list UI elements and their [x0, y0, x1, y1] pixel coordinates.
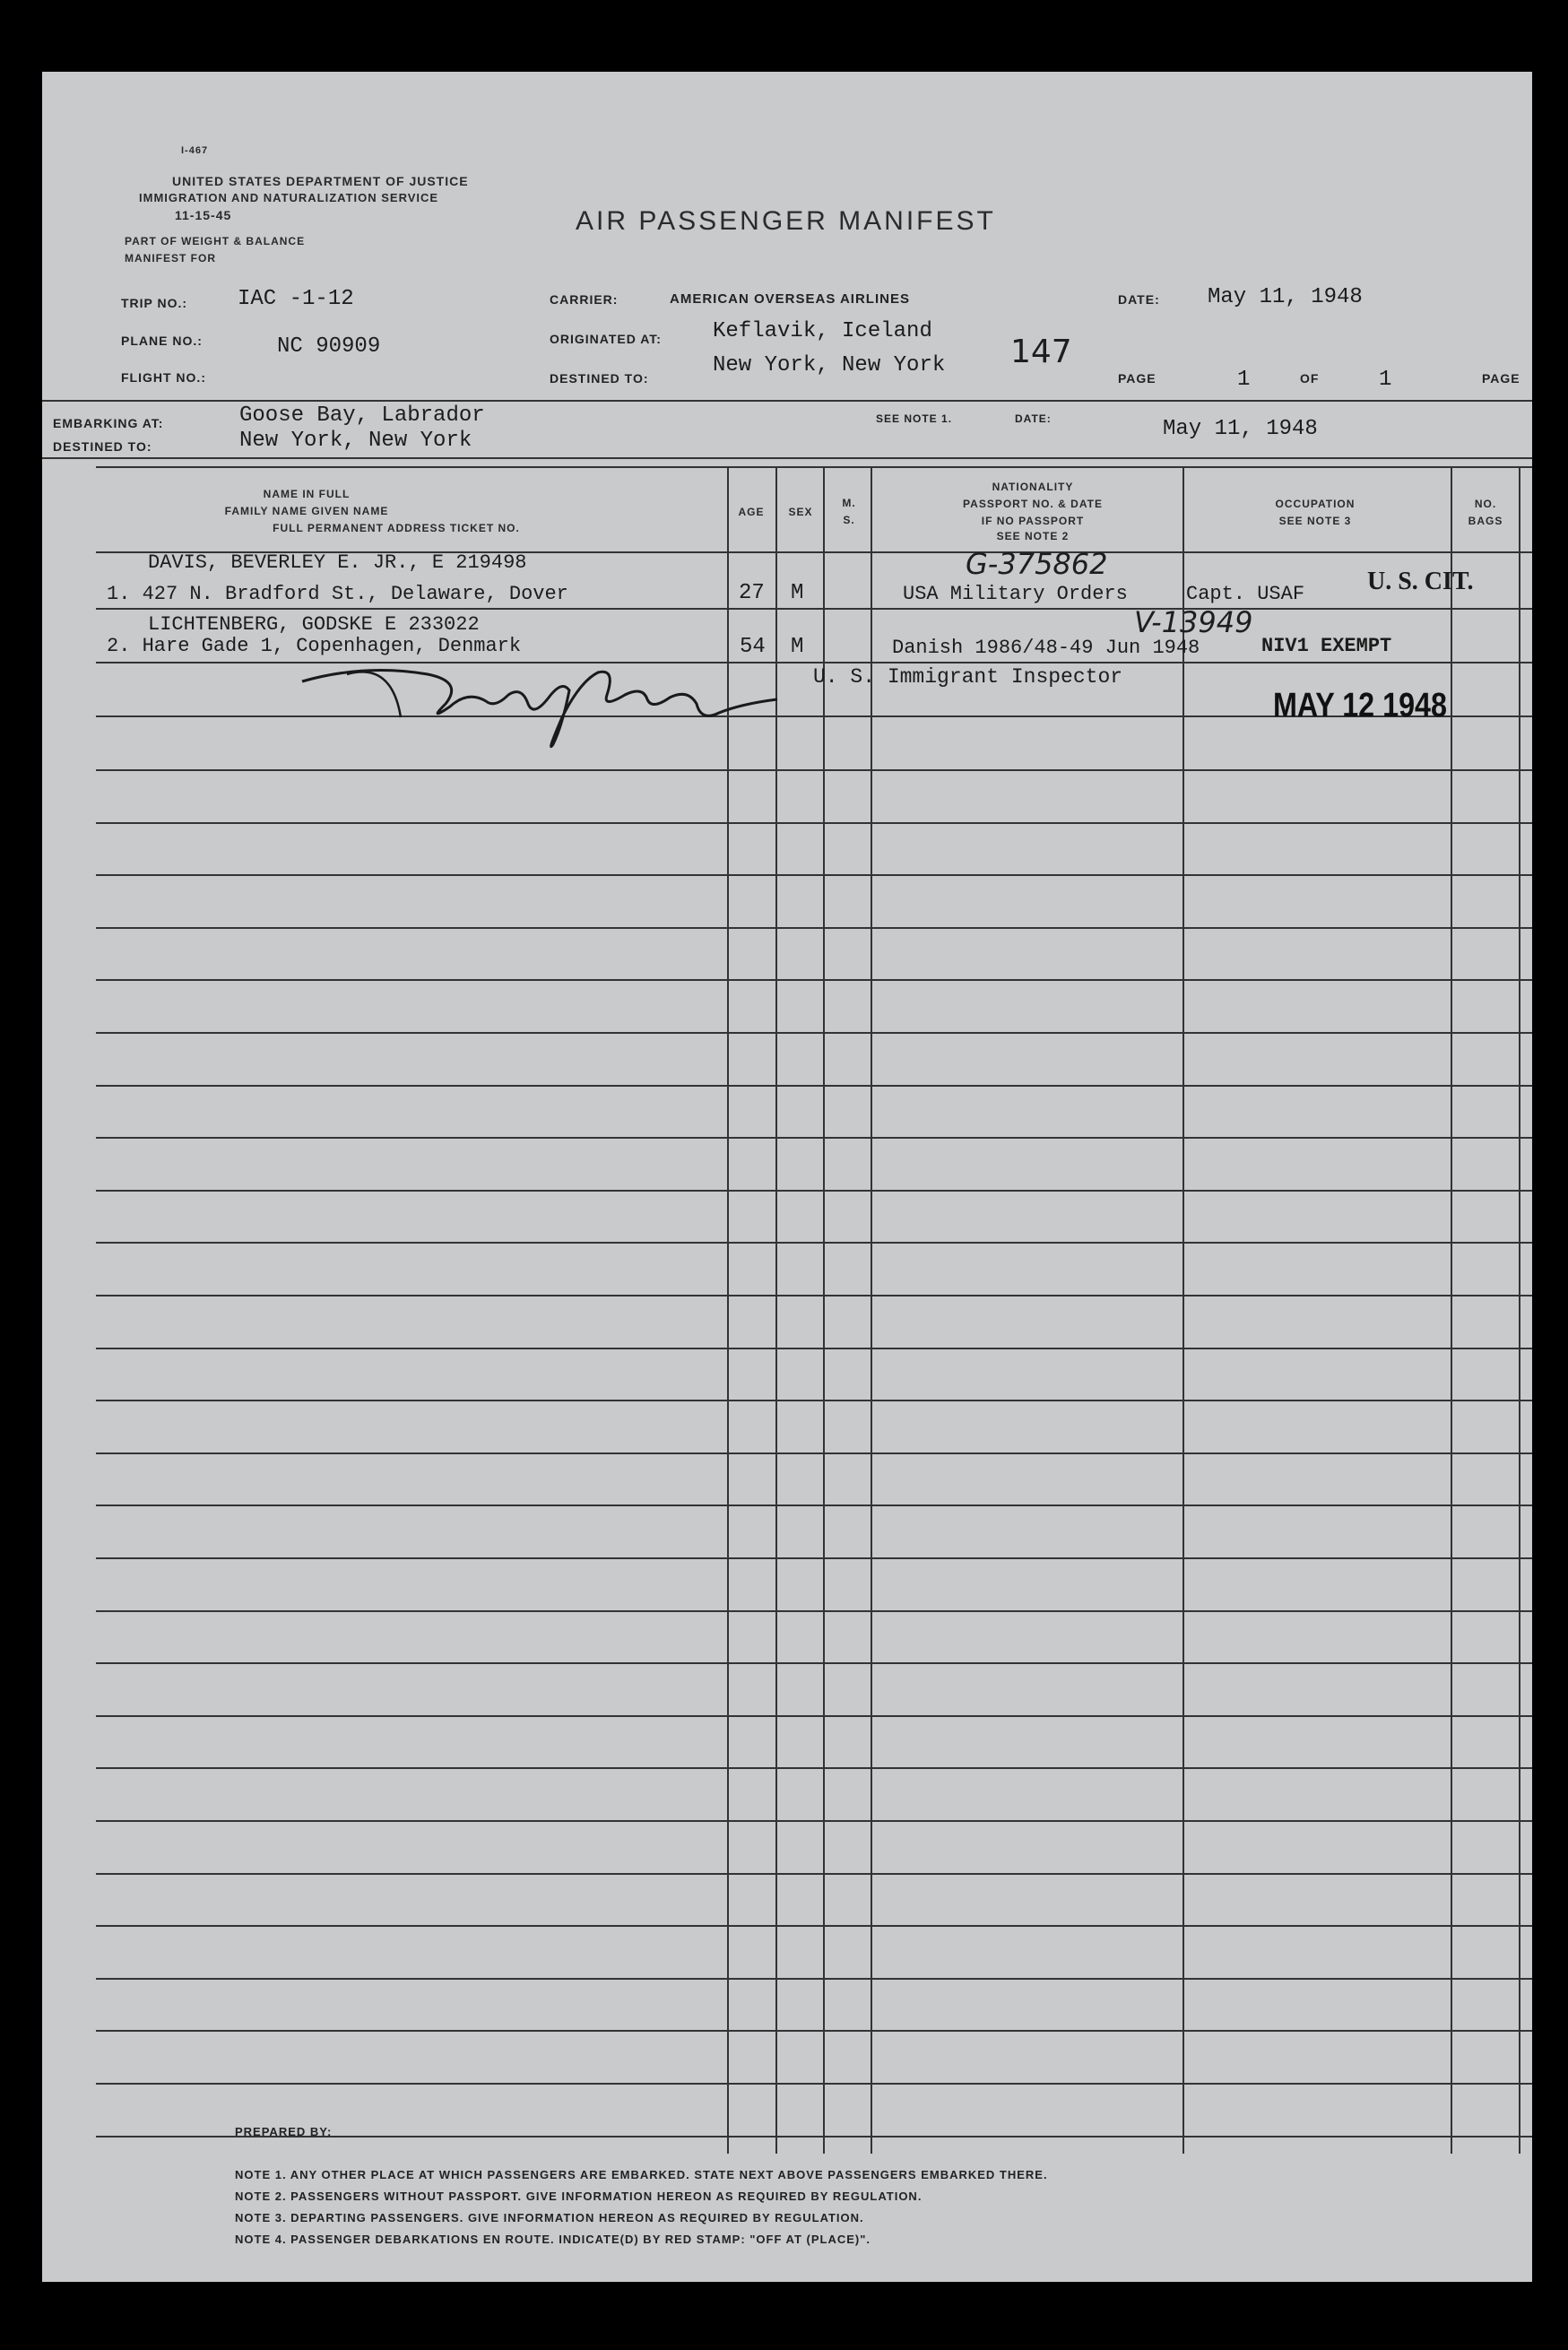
destined2-value: New York, New York — [239, 429, 472, 453]
divider — [42, 457, 1532, 459]
page-label: PAGE — [1118, 371, 1157, 386]
table-rule-line — [96, 769, 1532, 771]
table-rule-line — [96, 1557, 1532, 1559]
passenger-2-handwritten-number: V-13949 — [1134, 605, 1253, 639]
table-rule-line — [96, 1452, 1532, 1454]
table-rule-line — [96, 874, 1532, 876]
table-rule-line — [96, 1662, 1532, 1664]
weight-line-2: MANIFEST FOR — [125, 252, 216, 264]
column-divider — [1451, 466, 1452, 2154]
table-rule-line — [96, 2083, 1532, 2085]
column-header-note3: SEE NOTE 3 — [1278, 515, 1352, 527]
weight-line-1: PART OF WEIGHT & BALANCE — [125, 235, 306, 247]
footer-note-3: NOTE 3. DEPARTING PASSENGERS. GIVE INFORMATION HEREON AS REQUIRED BY REGULATION. — [235, 2211, 864, 2224]
of-label: OF — [1300, 371, 1320, 386]
table-rule-line — [96, 1242, 1532, 1244]
passenger-1-sex: M — [791, 581, 804, 605]
column-header-bags: NO. — [1474, 498, 1497, 510]
inspector-line: U. S. Immigrant Inspector — [813, 665, 1123, 689]
passenger-1-name: DAVIS, BEVERLEY E. JR., E 219498 — [148, 551, 527, 574]
date-label: DATE: — [1118, 292, 1160, 307]
column-header-sex: SEX — [788, 506, 813, 518]
carrier-value: AMERICAN OVERSEAS AIRLINES — [670, 291, 910, 307]
form-code: I-467 — [181, 145, 209, 156]
passenger-1-nationality: USA Military Orders — [903, 583, 1128, 605]
carrier-label: CARRIER: — [550, 292, 619, 307]
passenger-1-occupation: Capt. USAF — [1186, 583, 1305, 605]
divider — [42, 400, 1532, 402]
page-title: AIR PASSENGER MANIFEST — [576, 206, 996, 236]
column-header-bags-sub: BAGS — [1468, 515, 1503, 527]
column-header-nationality: NATIONALITY — [992, 481, 1074, 493]
table-rule-line — [96, 979, 1532, 981]
page-value: 1 — [1237, 368, 1251, 392]
date2-value: May 11, 1948 — [1163, 417, 1318, 441]
embarking-label: EMBARKING AT: — [53, 416, 164, 430]
passenger-2-age: 54 — [740, 635, 766, 659]
agency-line-2: IMMIGRATION AND NATURALIZATION SERVICE — [139, 191, 439, 204]
table-rule-line — [96, 608, 1532, 610]
flight-label: FLIGHT NO.: — [121, 370, 206, 385]
table-rule-line — [96, 1820, 1532, 1822]
destined2-label: DESTINED TO: — [53, 439, 152, 454]
table-rule-line — [96, 1715, 1532, 1717]
table-rule-line — [96, 1505, 1532, 1506]
column-header-address: FULL PERMANENT ADDRESS TICKET NO. — [273, 522, 520, 534]
plane-label: PLANE NO.: — [121, 334, 203, 348]
table-rule-line — [96, 1767, 1532, 1769]
footer-note-2: NOTE 2. PASSENGERS WITHOUT PASSPORT. GIVE INFORMATION HEREON AS REQUIRED BY REGULATION. — [235, 2190, 923, 2203]
trip-value: IAC -1-12 — [238, 287, 354, 311]
table-rule-line — [96, 822, 1532, 824]
column-divider — [1519, 466, 1520, 2154]
table-rule-line — [96, 466, 1532, 468]
table-rule-line — [96, 2030, 1532, 2032]
column-divider — [1182, 466, 1184, 2154]
form-date: 11-15-45 — [175, 208, 232, 222]
destined-label: DESTINED TO: — [550, 371, 649, 386]
footer-note-1: NOTE 1. ANY OTHER PLACE AT WHICH PASSENGERS ARE EMBARKED. STATE NEXT ABOVE PASSENGERS EMBARKED THERE. — [235, 2168, 1048, 2181]
passenger-2-sex: M — [791, 635, 804, 659]
column-divider — [823, 466, 825, 2154]
passenger-2-occupation: NIV1 EXEMPT — [1261, 635, 1392, 657]
column-header-no-passport: IF NO PASSPORT — [981, 515, 1085, 527]
column-header-ms-sub: S. — [843, 514, 855, 526]
column-header-occupation: OCCUPATION — [1275, 498, 1356, 510]
see-note-label: SEE NOTE 1. — [876, 412, 953, 425]
page-right-label: PAGE — [1482, 371, 1520, 386]
column-header-passport: PASSPORT NO. & DATE — [963, 498, 1103, 510]
table-rule-line — [96, 1978, 1532, 1980]
prepared-by-line — [358, 2137, 985, 2138]
passenger-2-nationality: Danish 1986/48-49 Jun 1948 — [892, 637, 1200, 659]
passenger-1-handwritten-number: G-375862 — [966, 547, 1108, 581]
originated-label: ORIGINATED AT: — [550, 332, 662, 346]
manifest-page — [42, 72, 1532, 2282]
table-rule-line — [96, 1295, 1532, 1296]
plane-value: NC 90909 — [277, 334, 381, 359]
table-rule-line — [96, 1610, 1532, 1612]
passenger-1-age: 27 — [739, 581, 765, 605]
date-value: May 11, 1948 — [1208, 285, 1363, 309]
column-header-name: NAME IN FULL — [263, 488, 351, 500]
column-header-ms: M. — [842, 497, 856, 509]
prepared-by-label: PREPARED BY: — [235, 2125, 333, 2138]
column-header-note2: SEE NOTE 2 — [996, 530, 1070, 542]
passenger-1-citizen-stamp: U. S. CIT. — [1367, 568, 1474, 595]
trip-label: TRIP NO.: — [121, 296, 188, 310]
date2-label: DATE: — [1015, 412, 1052, 425]
column-divider — [871, 466, 872, 2154]
footer-note-4: NOTE 4. PASSENGER DEBARKATIONS EN ROUTE. INDICATE(D) BY RED STAMP: "OFF AT (PLACE)". — [235, 2233, 871, 2246]
table-rule-line — [96, 1190, 1532, 1192]
passenger-1-address: 1. 427 N. Bradford St., Delaware, Dover — [107, 583, 568, 605]
inspector-signature — [293, 655, 795, 762]
table-rule-line — [96, 1873, 1532, 1875]
originated-value: Keflavik, Iceland — [713, 319, 932, 343]
column-header-name-sub: FAMILY NAME GIVEN NAME — [224, 505, 389, 517]
table-rule-line — [96, 927, 1532, 929]
sheet-number: 147 — [1010, 334, 1072, 370]
passenger-2-address: 2. Hare Gade 1, Copenhagen, Denmark — [107, 635, 522, 657]
table-rule-line — [96, 1032, 1532, 1034]
passenger-2-name: LICHTENBERG, GODSKE E 233022 — [148, 613, 480, 636]
of-value: 1 — [1379, 368, 1392, 392]
arrival-date-stamp: MAY 12 1948 — [1273, 687, 1447, 724]
column-header-age: AGE — [738, 506, 765, 518]
table-rule-line — [96, 1085, 1532, 1087]
table-rule-line — [96, 1348, 1532, 1349]
table-rule-line — [96, 1400, 1532, 1401]
embarking-value: Goose Bay, Labrador — [239, 403, 485, 428]
destined-value: New York, New York — [713, 353, 946, 377]
table-rule-line — [96, 1925, 1532, 1927]
agency-line-1: UNITED STATES DEPARTMENT OF JUSTICE — [172, 174, 469, 188]
table-rule-line — [96, 1137, 1532, 1139]
